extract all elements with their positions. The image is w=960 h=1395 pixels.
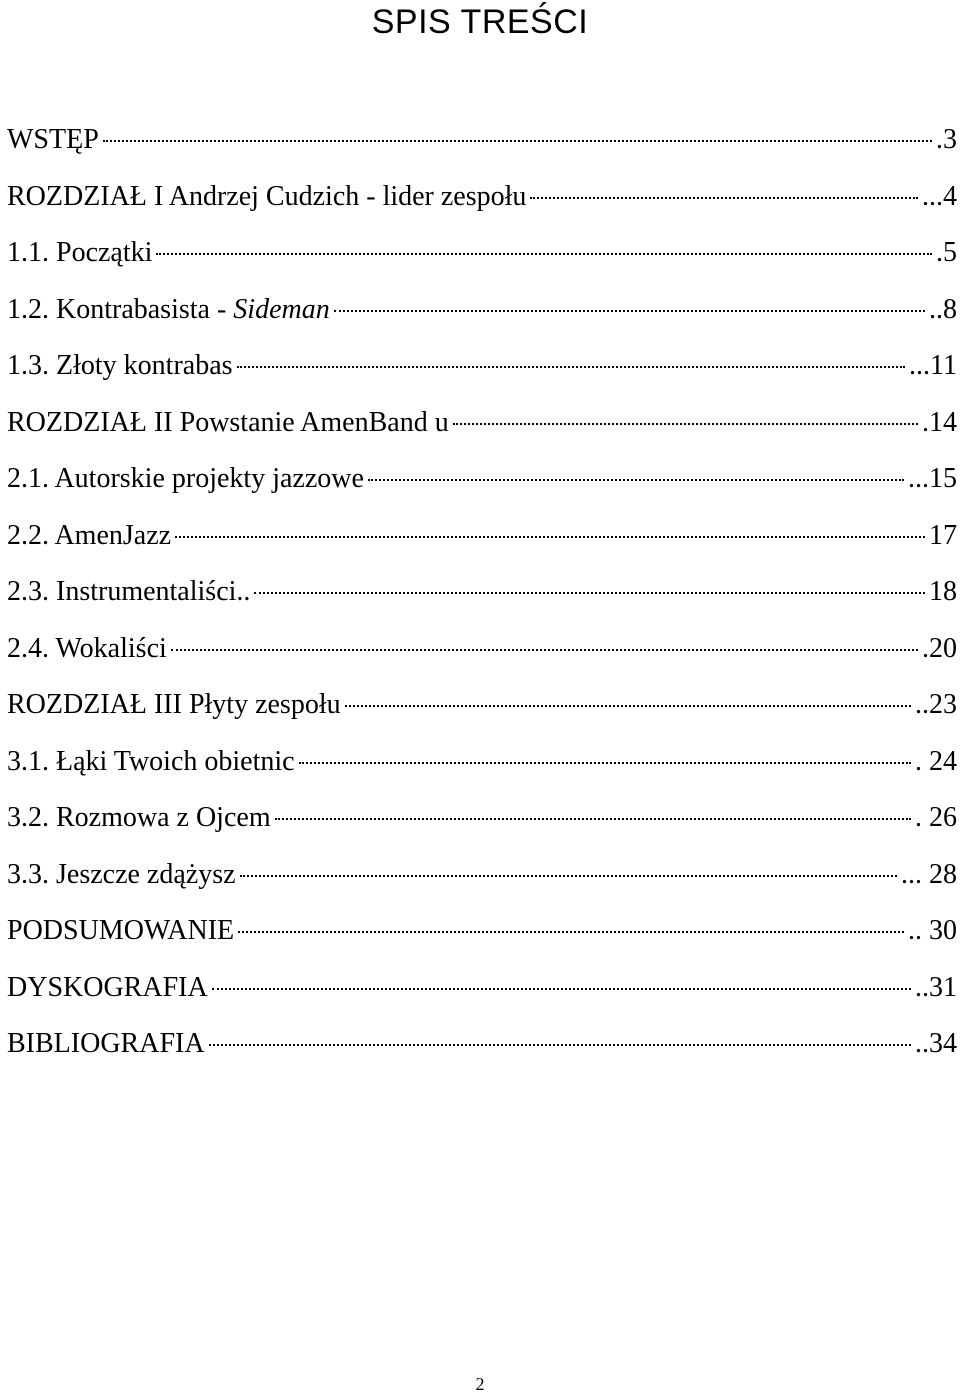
toc-entry-page: .20 [922,632,957,664]
toc-entry-label: DYSKOGRAFIA [7,971,208,1003]
toc-entry-podsumowanie[interactable] [7,913,957,970]
toc-entry-label: ROZDZIAŁ I Andrzej Cudzich - lider zespołu [7,180,527,212]
dotted-leader [254,592,925,594]
table-of-contents [7,122,957,1083]
dotted-leader [238,931,904,933]
dotted-leader [299,762,911,764]
toc-entry-bibliografia[interactable] [7,1026,957,1083]
dotted-leader [237,366,906,368]
toc-entry-page: . 26 [915,802,957,833]
toc-entry-page: .5 [936,237,957,268]
toc-entry-label: 1.3. Złoty kontrabas [7,350,233,381]
dotted-leader [212,988,911,990]
toc-entry-label: 2.1. Autorskie projekty jazzowe [7,463,364,494]
toc-entry-label: PODSUMOWANIE [7,915,235,946]
toc-entry-2-3[interactable] [7,574,957,631]
dotted-leader [453,423,918,425]
dotted-leader [275,818,911,820]
toc-entry-page: ..31 [915,971,957,1003]
dotted-leader [209,1044,911,1046]
toc-entry-page: .3 [936,124,957,155]
toc-entry-page: ...4 [922,180,957,212]
toc-entry-label: 3.2. Rozmowa z Ojcem [7,802,271,833]
dotted-leader [368,479,904,481]
toc-entry-label: 2.3. Instrumentaliści.. [7,576,251,607]
toc-entry-1-1[interactable] [7,235,957,292]
toc-entry-rozdzial-2[interactable] [7,405,957,462]
dotted-leader [175,536,925,538]
toc-entry-3-2[interactable] [7,800,957,857]
toc-entry-dyskografia[interactable] [7,970,957,1027]
toc-entry-label [7,292,330,328]
dotted-leader [530,197,918,199]
toc-entry-page: ..23 [915,689,957,720]
toc-entry-label: 3.1. Łąki Twoich obietnic [7,745,295,777]
toc-entry-page: 17 [929,519,957,551]
toc-entry-label: BIBLIOGRAFIA [7,1028,205,1059]
toc-entry-page: . 24 [915,745,957,777]
page-number: 2 [475,1374,485,1394]
dotted-leader [334,310,925,312]
toc-entry-1-2[interactable] [7,292,957,349]
dotted-leader [156,253,932,255]
toc-entry-label: 2.2. AmenJazz [7,519,172,551]
dotted-leader [103,140,932,142]
toc-entry-page: .14 [922,406,957,438]
toc-entry-2-4[interactable] [7,631,957,688]
toc-entry-label-italic: Sideman [233,293,330,325]
toc-entry-page: ...15 [908,463,957,494]
toc-entry-label: 1.1. Początki [7,237,153,268]
toc-entry-label: WSTĘP [7,124,99,155]
dotted-leader [171,649,918,651]
toc-entry-page: 18 [929,576,957,607]
toc-entry-label: 3.3. Jeszcze zdążysz [7,858,236,890]
toc-entry-wstep[interactable] [7,122,957,179]
toc-entry-page: ..34 [915,1028,957,1059]
page-title: SPIS TREŚCI [371,3,589,41]
toc-entry-label: 2.4. Wokaliści [7,632,167,664]
toc-entry-label: ROZDZIAŁ II Powstanie AmenBand u [7,406,449,438]
toc-entry-2-1[interactable] [7,461,957,518]
toc-entry-rozdzial-3[interactable] [7,687,957,744]
toc-entry-3-3[interactable] [7,857,957,914]
toc-entry-page: ...11 [909,350,957,381]
toc-entry-page: ..8 [929,293,957,325]
dotted-leader [345,705,911,707]
toc-entry-3-1[interactable] [7,744,957,801]
toc-entry-page: ... 28 [901,858,957,890]
toc-entry-rozdzial-1[interactable] [7,179,957,236]
toc-entry-page: .. 30 [908,915,957,946]
toc-entry-2-2[interactable] [7,518,957,575]
toc-entry-1-3[interactable] [7,348,957,405]
dotted-leader [240,875,897,877]
toc-entry-label-text: 1.2. Kontrabasista - [7,293,234,325]
toc-entry-label: ROZDZIAŁ III Płyty zespołu [7,689,341,720]
